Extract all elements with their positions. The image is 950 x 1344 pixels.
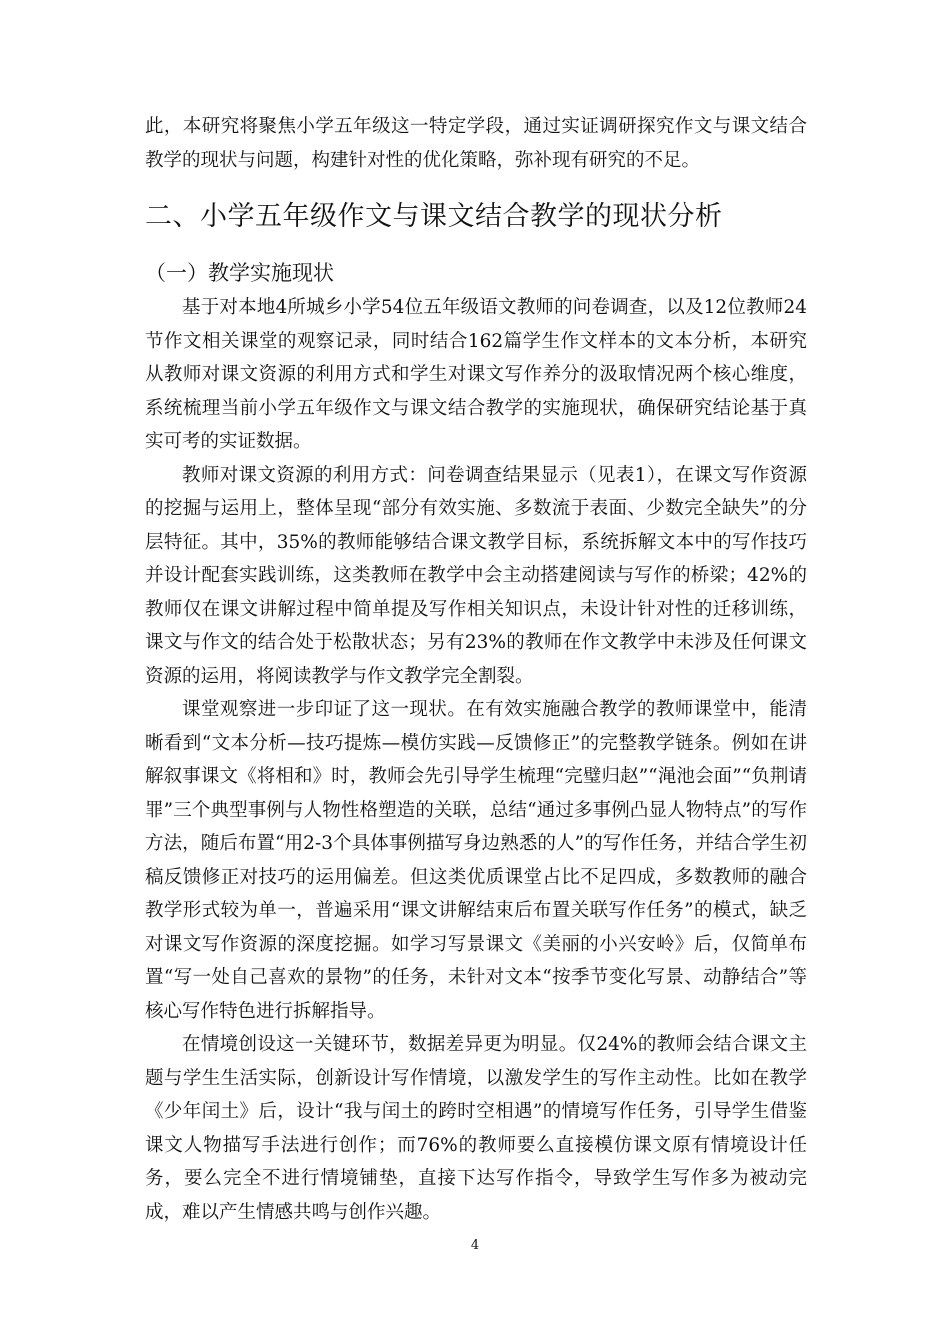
body-paragraph-situation-design: 在情境创设这一关键环节，数据差异更为明显。仅24%的教师会结合课文主题与学生生活实际，创新设计写作情境，以激发学生的写作主动性。比如在教学《少年闰土》后，设计“我与闰土的跨时空相遇”的情境写作任务，引导学生借鉴课文人物描写手法进行创作；而76%的教师要么直接模仿课文原有情境设计任务，要么完全不进行情境铺垫，直接下达写作指令，导致学生写作多为被动完成，难以产生情感共鸣与创作兴趣。: [145, 1034, 807, 1223]
intro-continuation-paragraph: 此，本研究将聚焦小学五年级这一特定学段，通过实证调研探究作文与课文结合教学的现状与问题，构建针对性的优化策略，弥补现有研究的不足。: [145, 116, 807, 171]
body-paragraph-classroom-observation: 课堂观察进一步印证了这一现状。在有效实施融合教学的教师课堂中，能清晰看到“文本分析—技巧提炼—模仿实践—反馈修正”的完整教学链条。例如在讲解叙事课文《将相和》时，教师会先引导学生梳理“完璧归赵”“渑池会面”“负荆请罪”三个典型事例与人物性格塑造的关联，总结“通过多事例凸显人物特点”的写作方法，随后布置“用2-3个具体事例描写身边熟悉的人”的写作任务，并结合学生初稿反馈修正对技巧的运用偏差。但这类优质课堂占比不足四成，多数教师的融合教学形式较为单一，普遍采用“课文讲解结束后布置关联写作任务”的模式，缺乏对课文写作资源的深度挖掘。如学习写景课文《美丽的小兴安岭》后，仅简单布置“写一处自己喜欢的景物”的任务，未针对文本“按季节变化写景、动静结合”等核心写作特色进行拆解指导。: [145, 699, 807, 1022]
subsection-heading: （一）教学实施现状: [145, 261, 334, 285]
body-paragraph-survey: 基于对本地4所城乡小学54位五年级语文教师的问卷调查，以及12位教师24节作文相关课堂的观察记录，同时结合162篇学生作文样本的文本分析，本研究从教师对课文资源的利用方式和学生对课文写作养分的汲取情况两个核心维度，系统梳理当前小学五年级作文与课文结合教学的实施现状，确保研究结论基于真实可考的实证数据。: [145, 297, 807, 452]
section-heading: 二、小学五年级作文与课文结合教学的现状分析: [145, 201, 723, 232]
page-number: 4: [470, 1238, 480, 1253]
page-body: [145, 110, 807, 1229]
body-paragraph-resource-use: 教师对课文资源的利用方式：问卷调查结果显示（见表1），在课文写作资源的挖掘与运用上，整体呈现“部分有效实施、多数流于表面、少数完全缺失”的分层特征。其中，35%的教师能够结合课文教学目标，系统拆解文本中的写作技巧并设计配套实践训练，这类教师在教学中会主动搭建阅读与写作的桥梁；42%的教师仅在课文讲解过程中简单提及写作相关知识点，未设计针对性的迁移训练，课文与作文的结合处于松散状态；另有23%的教师在作文教学中未涉及任何课文资源的运用，将阅读教学与作文教学完全割裂。: [145, 464, 807, 687]
